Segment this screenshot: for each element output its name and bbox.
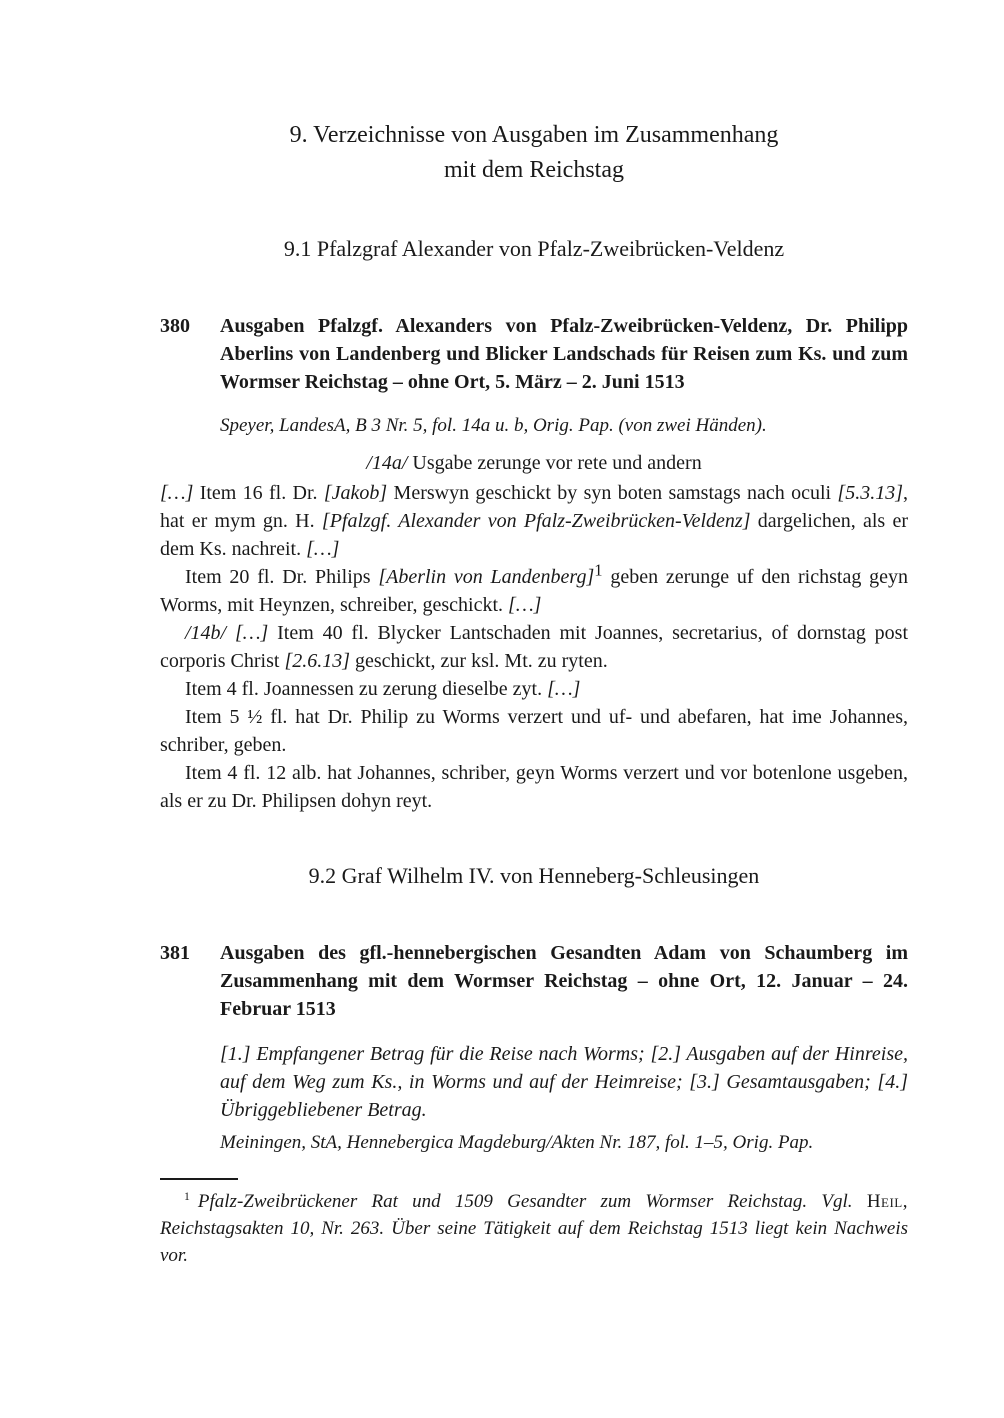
- body-paragraph: Item 5 ½ fl. hat Dr. Philip zu Worms verzert und uf- und abefaren, hat ime Johannes, schriber, geben.: [160, 706, 908, 756]
- entry-380: [160, 312, 908, 396]
- body-paragraph: […] Item 16 fl. Dr. [Jakob] Merswyn geschickt by syn boten samstags nach oculi [5.3.13], hat er mym gn. H. [Pfalzgf. Alexander von Pfalz-Zweibrücken-Veldenz] dargelichen, als er dem Ks. nachreit. […]: [160, 482, 909, 560]
- footnote-number: 1: [184, 1189, 190, 1203]
- entry-title-381: Ausgaben des gfl.-hennebergischen Gesandten Adam von Schaumberg im Zusammenhang mit dem Wormser Reichstag – ohne Ort, 12. Januar – 24. Februar 1513: [220, 942, 908, 1020]
- entry-number-380: 380: [160, 315, 190, 337]
- section-heading-9-1: 9.1 Pfalzgraf Alexander von Pfalz-Zweibrücken-Veldenz: [283, 236, 785, 261]
- section-heading-9-2: 9.2 Graf Wilhelm IV. von Henneberg-Schleusingen: [308, 863, 760, 888]
- entry-number-381: 381: [160, 942, 190, 964]
- body-paragraph: /14b/ […] Item 40 fl. Blycker Lantschaden mit Joannes, secretarius, of dornstag post corporis Christ [2.6.13] geschickt, zur ksl. Mt. zu ryten.: [160, 622, 908, 672]
- chapter-title-line-2: mit dem Reichstag: [444, 157, 624, 183]
- footnote-1: [160, 1188, 908, 1269]
- chapter-title-line-1: 9. Verzeichnisse von Ausgaben im Zusammenhang: [289, 122, 779, 148]
- entry-title-380: Ausgaben Pfalzgf. Alexanders von Pfalz-Zweibrücken-Veldenz, Dr. Philipp Aberlins von Landenberg und Blicker Landschads für Reisen zum Ks. und zum Wormser Reichstag – ohne Ort, 5. März – 2. Juni 1513: [220, 315, 908, 393]
- source-line-380: Speyer, LandesA, B 3 Nr. 5, fol. 14a u. b, Orig. Pap. (von zwei Händen).: [220, 415, 767, 436]
- source-line-381: Meiningen, StA, Hennebergica Magdeburg/Akten Nr. 187, fol. 1–5, Orig. Pap.: [220, 1132, 814, 1153]
- body-paragraph: Item 4 fl. 12 alb. hat Johannes, schriber, geyn Worms verzert und vor botenlone usgeben, als er zu Dr. Philipsen dohyn reyt.: [160, 762, 908, 812]
- body-paragraph: Item 20 fl. Dr. Philips [Aberlin von Landenberg]$^1$ geben zerunge uf den richstag geyn Worms, mit Heynzen, schreiber, geschickt. […]: [160, 560, 908, 616]
- entry-summary-381: [1.] Empfangener Betrag für die Reise nach Worms; [2.] Ausgaben auf der Hinreise, auf dem Weg zum Ks., in Worms und auf der Heimreise; [3.] Gesamtausgaben; [4.] Übriggebliebener Betrag.: [220, 1043, 908, 1121]
- footnote-rule: [160, 1178, 238, 1180]
- entry-381: [160, 939, 908, 1023]
- body-paragraph: Item 4 fl. Joannessen zu zerung dieselbe zyt. […]: [185, 678, 581, 700]
- entry-380-body: [160, 479, 908, 815]
- footnote-text: Pfalz-Zweibrückener Rat und 1509 Gesandter zum Wormser Reichstag. Vgl. Heil, Reichstagsakten 10, Nr. 263. Über seine Tätigkeit auf dem Reichstag 1513 liegt kein Nachweis vor.: [160, 1191, 908, 1266]
- chapter-title: [160, 118, 908, 188]
- folio-heading-14a: /14a/ Usgabe zerunge vor rete und andern: [366, 452, 702, 474]
